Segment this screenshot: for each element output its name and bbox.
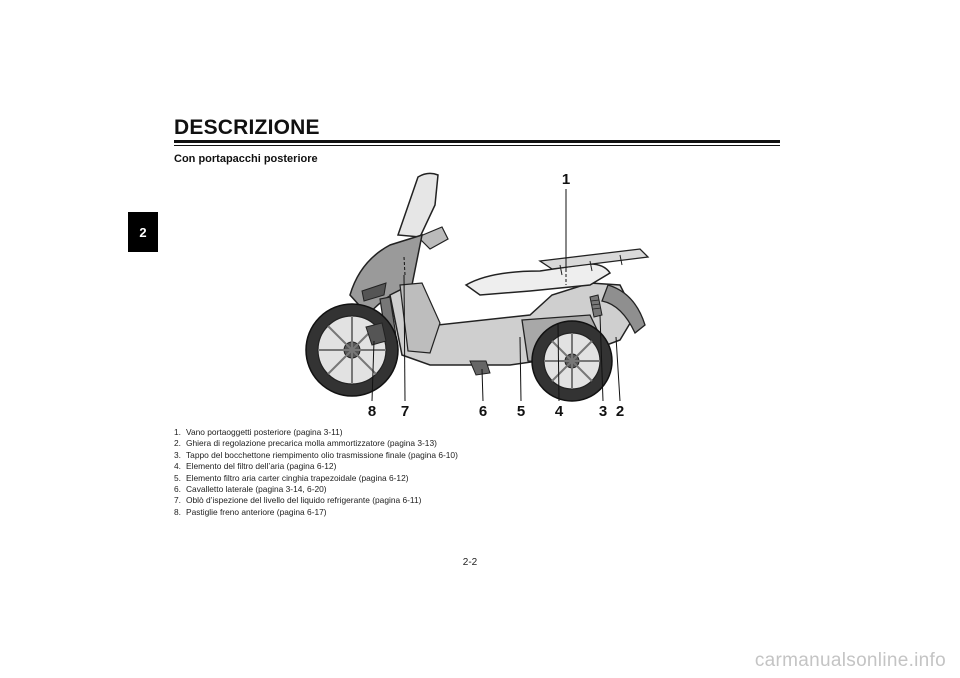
legend-item (174, 484, 494, 495)
legend-item (174, 438, 494, 449)
legend-number: 5. (174, 472, 181, 483)
legend-text: Oblò d’ispezione del livello del liquido refrigerante (pagina 6-11) (186, 495, 422, 506)
page-title: DESCRIZIONE (174, 116, 320, 139)
watermark-link[interactable]: carmanualsonline.info (754, 650, 946, 671)
legend-text: Cavalletto laterale (pagina 3-14, 6-20) (186, 484, 327, 495)
scooter-illustration (290, 165, 670, 425)
legend-item (174, 461, 494, 472)
legend-number: 2. (174, 438, 181, 449)
chapter-tab-label: 2 (139, 224, 147, 240)
callout-3: 3 (598, 403, 608, 420)
legend-number: 4. (174, 461, 181, 472)
legend-text: Elemento filtro aria carter cinghia trapezoidale (pagina 6-12) (186, 472, 409, 483)
legend-item (174, 473, 494, 484)
callout-5: 5 (516, 403, 526, 420)
callout-7: 7 (400, 403, 410, 420)
legend-text: Vano portaoggetti posteriore (pagina 3-11) (186, 427, 343, 437)
legend-text: Pastiglie freno anteriore (pagina 6-17) (186, 506, 327, 517)
legend-number: 7. (174, 495, 181, 506)
page-number: 2-2 (462, 557, 478, 568)
legend-text: Elemento del filtro dell’aria (pagina 6-12) (186, 461, 337, 472)
title-rule-thin (174, 145, 780, 146)
legend-text: Ghiera di regolazione precarica molla ammortizzatore (pagina 3-13) (186, 438, 437, 449)
legend-number: 1. (174, 427, 181, 437)
callout-4: 4 (554, 403, 564, 420)
legend-number: 3. (174, 449, 181, 460)
callout-6: 6 (478, 403, 488, 420)
chapter-tab (128, 212, 158, 252)
legend-item (174, 450, 494, 461)
legend-number: 6. (174, 484, 181, 495)
legend-item (174, 495, 494, 506)
section-subtitle: Con portapacchi posteriore (174, 153, 318, 165)
legend-number: 8. (174, 506, 181, 517)
legend-text: Tappo del bocchettone riempimento olio trasmissione finale (pagina 6-10) (186, 449, 458, 460)
callout-2: 2 (615, 403, 625, 420)
title-rule-thick (174, 140, 780, 143)
parts-legend (174, 427, 494, 518)
scooter-drawing (290, 165, 670, 425)
callout-1: 1 (561, 171, 571, 188)
legend-item (174, 427, 494, 438)
legend-item (174, 507, 494, 518)
callout-8: 8 (367, 403, 377, 420)
